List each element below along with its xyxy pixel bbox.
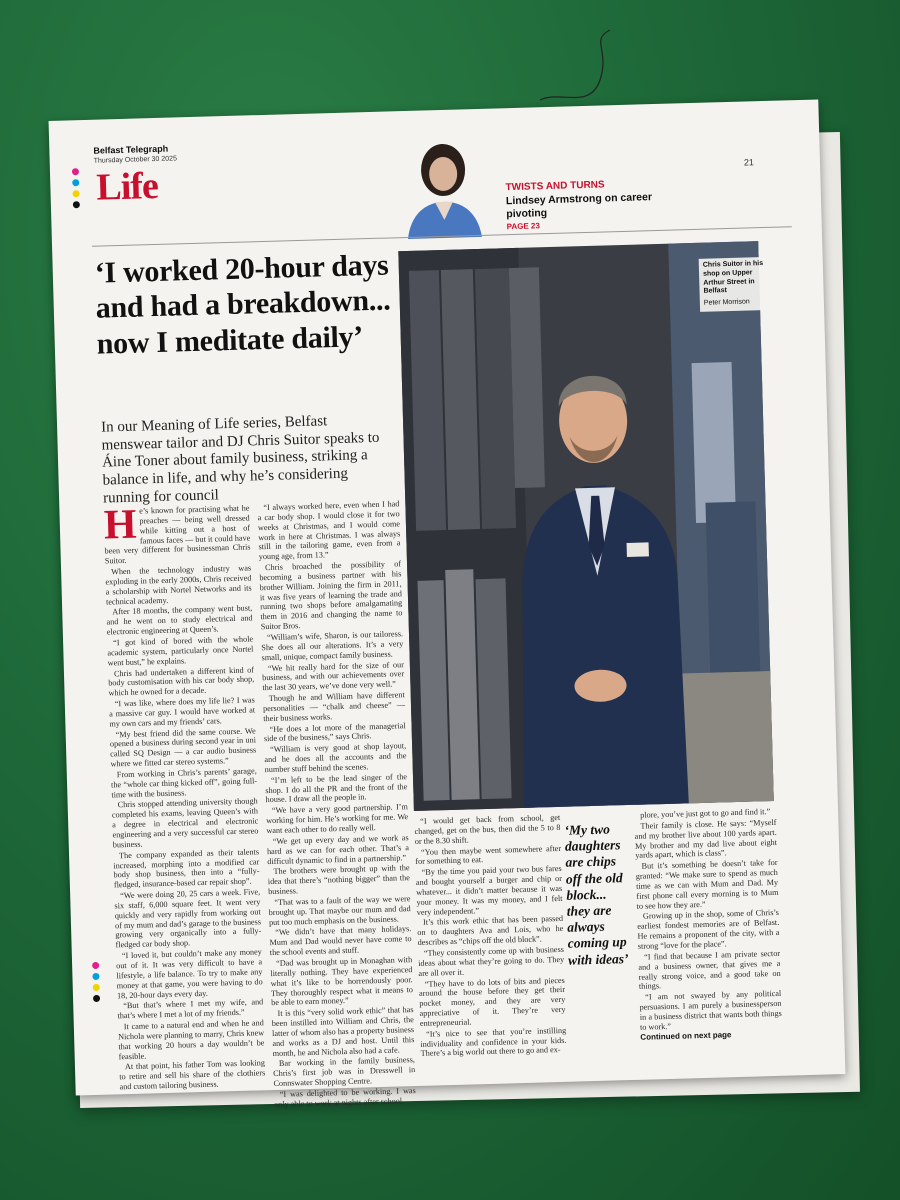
paragraph: “I am not swayed by any political persuasions. I am purely a businessperson in a business district that wants both things to work.” — [639, 989, 782, 1032]
paragraph: “William’s wife, Sharon, is our tailoress. She does all our alterations. It’s a very small, unique, compact family business. — [261, 629, 404, 662]
paragraph: “He does a lot more of the managerial side of the business,” says Chris. — [263, 720, 406, 744]
headline: ‘I worked 20-hour days and had a breakdown... now I meditate daily’ — [94, 248, 391, 361]
paragraph: e’s known for practising what he preaches — being well dressed while kitting out a host of famous faces — but it could have been very different for businessman Chris Suitor. — [104, 503, 251, 566]
body-column-2 — [257, 499, 416, 1110]
newspaper-page — [49, 99, 846, 1109]
paragraph: “We get up every day and we work as hard as we can for each other. That’s a difficult dynamic to find in a partnership.” — [266, 833, 410, 866]
paragraph: “But that’s where I met my wife, and that’s where I met a lot of my friends.” — [117, 997, 264, 1021]
caption-text: Chris Suitor in his shop on Upper Arthur Street in Belfast — [702, 260, 764, 295]
paragraph: “I was like, where does my life lie? I was a massive car guy. I would have worked at my own cars and my friends’ cars. — [108, 695, 256, 729]
paragraph: Chris broached the possibility of becoming a business partner with his brother William. Joining the firm in 2011, it was five years of learning the trade and running two shops before amalgamating them in 2016 and changing the name to Suitor Bros. — [259, 559, 403, 632]
cyan-dot — [92, 973, 99, 980]
paragraph: “I was delighted to be working. I was only able to work at nights after school. — [273, 1086, 416, 1109]
promo-title[interactable]: Lindsey Armstrong on career pivoting — [505, 191, 653, 220]
body-column-4 — [634, 807, 782, 1033]
paragraph: “I got kind of bored with the whole academic system, particularly once Nortel went bust,” he explains. — [107, 634, 254, 668]
standfirst: In our Meaning of Life series, Belfast menswear tailor and DJ Chris Suitor speaks to Áine Toner about family business, striking a balance in life, and why he’s considering running for council — [100, 413, 380, 507]
promo-portrait — [397, 139, 490, 239]
paragraph: plore, you’ve just got to go and find it.” — [640, 807, 771, 820]
drop-cap: H — [103, 501, 138, 549]
paragraph: After 18 months, the company went bust, and he went on to study electrical and electronic engineering at Queen’s. — [106, 603, 253, 637]
paragraph: Growing up in the shop, some of Chris’s earliest fondest memories are of Belfast. He remains a proponent of the city, with a strong “love for the place”. — [637, 908, 780, 951]
paragraph: Chris stopped attending university though completed his exams, leaving Queen’s with a degree in electrical and electronic engineering and a very successful car stereo business. — [111, 796, 259, 850]
paragraph: “Dad was brought up in Monaghan with literally nothing. They have experienced what it’s like to be horrendously poor. They thoroughly respect what it means to be able to earn money.” — [270, 955, 414, 1008]
magenta-dot — [92, 962, 99, 969]
magenta-dot — [72, 168, 79, 175]
paragraph: “We have a very good partnership. I’m working for him. He’s working for me. We want each other to do really well. — [266, 802, 409, 836]
paragraph: When the technology industry was exploding in the early 2000s, Chris received a scholarship with Nortel Networks and its technical academy. — [105, 563, 252, 607]
paragraph: “That was to a fault of the way we were brought up. That maybe our mum and dad put too much emphasis on the business. — [268, 894, 411, 927]
pull-quote: ‘My two daughters are chips off the old block... they are always coming up with ideas’ — [564, 821, 629, 968]
paragraph: “We didn’t have that many holidays. Mum and Dad would never have come to the school events and stuff. — [269, 924, 412, 958]
yellow-dot — [72, 190, 79, 197]
cyan-dot — [72, 179, 79, 186]
black-dot — [73, 201, 80, 208]
paragraph: “We hit really hard for the size of our business, and with our achievements over the last 30 years, we’ve done very well.” — [262, 659, 405, 693]
continued-link[interactable]: Continued on next page — [640, 1030, 732, 1042]
colour-registration-dots-lower — [92, 962, 103, 1006]
paragraph: The company expanded as their talents increased, morphing into a modified car body shop business, then into a “fully-fledged, insurance-based car repair shop”. — [113, 847, 260, 890]
colour-registration-dots — [72, 168, 83, 212]
photo-caption — [699, 257, 772, 312]
paragraph: “William is very good at shop layout, and he does all the accounts and the number stuff behind the scenes. — [264, 741, 407, 775]
paragraph: “They have to do lots of bits and pieces around the house before they get their pocket money, and they are very appreciative of it. They’re very entrepreneurial. — [418, 975, 566, 1028]
paragraph: But it’s something he doesn’t take for granted: “We make sure to spend as much time as we can with Mum and Dad. My first phone call every morning is to Mum to see how they are.” — [635, 858, 779, 911]
paragraph: “You then maybe went somewhere after for something to eat. — [415, 843, 562, 867]
paragraph: Their family is close. He says: “Myself and my brother live about 100 yards apart. My brother and my dad live about eight yards apart, which is class”. — [634, 817, 778, 861]
paragraph: Chris had undertaken a different kind of body customisation with his car body shop, which he owned for a decade. — [108, 664, 255, 698]
opening-paragraph — [103, 503, 251, 566]
paragraph: “I loved it, but couldn’t make any money out of it. It was very difficult to have a lifestyle, a life balance. To try to make any money at that game, you were having to do 18, 20-hour days every day. — [116, 947, 263, 1000]
paragraph: “I find that because I am private sector and a business owner, that gives me a really strong voice, and a good take on things. — [638, 948, 781, 992]
promo-kicker: TWISTS AND TURNS — [505, 179, 605, 194]
string-decoration — [530, 20, 620, 110]
promo-page-ref: PAGE 23 — [506, 221, 540, 232]
body-column-3 — [414, 813, 567, 1060]
paragraph: “I always worked here, even when I had a car body shop. I would close it for two weeks at Christmas, and I would come work in here at Christmas. I was always still in the tailoring game, even from a young age, from 13.” — [257, 499, 401, 562]
page-number: 21 — [743, 157, 755, 168]
paragraph: “By the time you paid your two bus fares and bought yourself a burger and chip or whatever... it didn’t matter because it was your money. It was my money, and I felt very independent.” — [415, 864, 563, 917]
paragraph: “I would get back from school, get changed, get on the bus, then did the 5 to 8 or the 8.30 shift. — [414, 812, 561, 846]
paragraph: It’s this work ethic that has been passed on to daughters Ava and Lois, who he describes as “chips off the old block”. — [417, 914, 564, 948]
section-logo: Life — [95, 164, 159, 209]
paragraph: The brothers were brought up with the idea that there’s “nothing bigger” than the business. — [267, 863, 410, 897]
paragraph: It came to a natural end and when he and Nichola were planning to marry, Chris knew that working 20 hours a day wouldn’t be feasible. — [118, 1018, 265, 1061]
paragraph: “We were doing 20, 25 cars a week. Five, six staff, 6,000 square feet. It went very quickly and very rapidly from working out of my mum and dad’s garage to the business growing very organically into a fully-fledged car body shop. — [114, 887, 262, 950]
publication-name: Belfast Telegraph — [93, 143, 169, 156]
issue-date: Thursday October 30 2025 — [93, 155, 178, 165]
paragraph: From working in Chris’s parents’ garage, the “whole car thing kicked off”, going full-time with the business. — [110, 766, 258, 800]
yellow-dot — [93, 984, 100, 991]
paragraph: “My best friend did the same course. We opened a business during second year in uni called SQ Design — a car audio business where we fitted car stereo systems.” — [109, 725, 257, 769]
paragraph: Though he and William have different personalities — “chalk and cheese” — their business works. — [262, 690, 406, 723]
paragraph: It is this “very solid work ethic” that has been instilled into William and Chris, the latter of whom also has a property business and works as a DJ and host. Until this month, he and Nichola also had a cafe. — [271, 1005, 415, 1058]
paragraph: “They consistently come up with business ideas about what they’re going to do. They are all over it. — [418, 944, 565, 978]
paragraph: “It’s nice to see that you’re instilling individuality and confidence in your kids. There’s a big world out there to go and ex- — [420, 1025, 567, 1059]
paragraph: Bar working in the family business, Chris’s first job was in Dresswell in Connswater Shopping Centre. — [273, 1055, 416, 1089]
paragraph: At that point, his father Tom was looking to retire and sell his share of the clothiers and custom tailoring business. — [119, 1058, 266, 1092]
photo-credit: Peter Morrison — [703, 298, 750, 307]
black-dot — [93, 995, 100, 1002]
main-photo — [398, 241, 773, 811]
body-column-1 — [103, 503, 265, 1093]
paragraph: “I’m left to be the lead singer of the shop. I do all the PR and the front of the house. I draw all the people in. — [265, 771, 408, 805]
